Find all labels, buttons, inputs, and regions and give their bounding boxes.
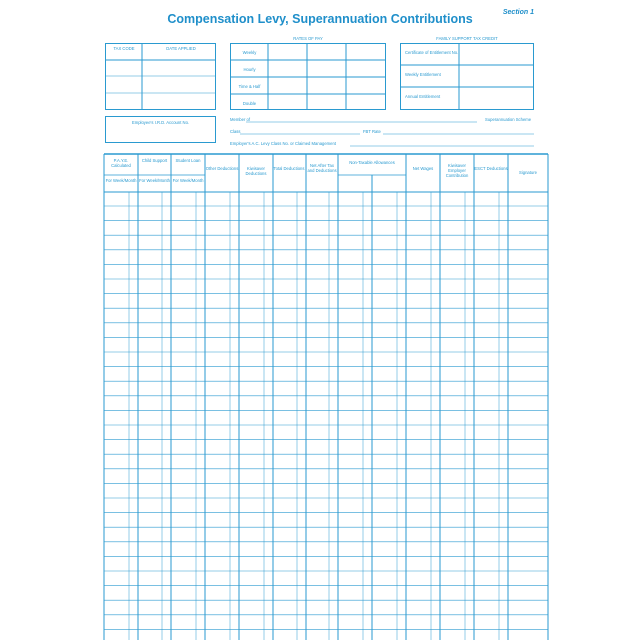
- rate-time-half: Time & Half: [238, 84, 261, 89]
- col-student-loan: Student Loan: [175, 158, 201, 163]
- tax-code-header: TAX CODE: [113, 46, 135, 51]
- family-support-heading: FAMILY SUPPORT TAX CREDIT: [436, 36, 498, 41]
- page-title: Compensation Levy, Superannuation Contributions: [167, 12, 473, 26]
- fbt-rate-label: FBT Rate: [363, 129, 381, 134]
- rate-hourly: Hourly: [243, 67, 256, 72]
- col-kiwisaver-employer: Kiwisaver Employer Contribution: [445, 163, 469, 178]
- certificate-label: Certificate of Entitlement No.: [405, 50, 459, 55]
- ird-account-label: Employee's I.R.D. Account No.: [131, 120, 190, 125]
- col-non-taxable: Non-Taxable Allowances: [349, 160, 395, 165]
- col-paye: P.A.Y.E. Calculated: [111, 158, 131, 168]
- class-label: Class: [230, 129, 241, 134]
- member-of-label: Member of: [230, 117, 251, 122]
- col-paye-period: For Week/Month: [105, 178, 137, 183]
- super-scheme-label: Superannuation Scheme: [485, 117, 532, 122]
- col-child-support: Child Support: [141, 158, 168, 163]
- col-child-period: For Week/Month: [139, 178, 170, 183]
- weekly-entitlement-label: Weekly Entitlement: [405, 72, 441, 77]
- col-net-after-tax: Net After Tax and Deductions: [307, 163, 337, 173]
- col-signature: Signature: [519, 170, 537, 175]
- date-applied-header: DATE APPLIED: [166, 46, 196, 51]
- annual-entitlement-label: Annual Entitlement: [405, 94, 441, 99]
- section-label: Section 1: [502, 9, 534, 16]
- col-student-period: For Week/Month: [172, 178, 204, 183]
- col-other-deductions: Other Deductions: [205, 166, 239, 171]
- col-total-deductions: Total Deductions: [273, 166, 305, 171]
- rate-weekly: Weekly: [242, 50, 257, 55]
- ledger-lines: [104, 154, 548, 640]
- col-esct: ESCT Deductions: [474, 166, 508, 171]
- col-net-wages: Net Wages: [412, 166, 434, 171]
- acc-levy-label: Employer's A.C. Levy Class No. or Claimed Management: [230, 141, 336, 146]
- col-kiwisaver-deductions: Kiwisaver Deductions: [245, 166, 267, 176]
- rate-double: Double: [242, 101, 257, 106]
- rates-of-pay-heading: RATES OF PAY: [293, 36, 323, 41]
